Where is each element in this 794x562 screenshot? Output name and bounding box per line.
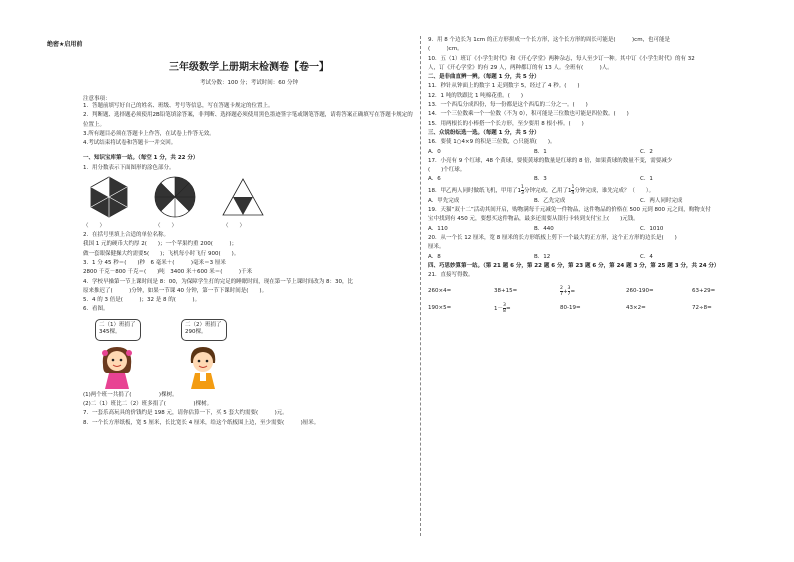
question-17-line-2: ( )个红球。 xyxy=(428,167,466,174)
calc-item: 260-190= xyxy=(626,288,654,295)
denominator: 8 xyxy=(503,309,506,315)
question-10-line-1: 10．五（1）班订《小学生时代》和《开心学堂》两种杂志，每人至少订一种。其中订《小学生时代》的有 32 xyxy=(428,55,695,62)
left-column xyxy=(83,36,415,428)
section-1-heading: 一、知识宝库第一站。（每空 1 分，共 22 分） xyxy=(83,155,199,162)
question-8: 8．一个长方形纸板，宽 5 厘米，长比宽长 4 厘米，给这个纸板围上边，至少需要( )厘米。 xyxy=(83,419,320,426)
denominator: 7 xyxy=(567,292,571,298)
calc-item: 72÷8= xyxy=(692,305,712,312)
question-9-line-1: 9．用 8 个边长为 1cm 的正方形拼成一个长方形，这个长方形的周长可能是( )cm，也可能是 xyxy=(428,37,671,43)
question-7: 7．一套乐高玩具的价钱约是 198 元，请你估算一下，买 5 套大约需要( )元。 xyxy=(83,410,288,417)
fraction xyxy=(568,286,571,297)
option-b[interactable]: B．1 xyxy=(534,148,547,155)
option-a[interactable]: A．110 xyxy=(428,225,448,232)
question-20-line-2: 厘米。 xyxy=(428,244,445,251)
question-18 xyxy=(428,185,764,197)
notes-heading: 注意事项： xyxy=(83,96,111,102)
note-1: 1．答题前填写好自己的姓名、班级、考号等信息，写在答题卡规定的位置上。 xyxy=(83,103,274,109)
question-11: 11．秒针从钟面上的数字 1 走到数字 5，经过了 4 秒。( ) xyxy=(428,83,580,90)
question-18-options xyxy=(428,197,764,206)
question-13: 13．一个西瓜分成四份，每一份都是这个西瓜的二分之一。( ) xyxy=(428,102,588,109)
option-c[interactable]: C．2 xyxy=(640,148,653,155)
fraction xyxy=(503,303,506,314)
denominator: 3 xyxy=(521,190,524,196)
question-12: 12．1 吨的铁跟比 1 吨棉花重。( ) xyxy=(428,92,524,99)
confidential-seal: 绝密★启用前 xyxy=(47,41,83,48)
section-2-heading: 二、是非曲直辨一辨。（每题 1 分，共 5 分） xyxy=(428,74,540,81)
question-1: 1．用分数表示下面图形的涂色部分。 xyxy=(83,164,175,171)
question-17-options xyxy=(428,175,764,184)
circle-figure xyxy=(153,175,197,219)
question-6: 6．看图。 xyxy=(83,306,109,313)
option-b[interactable]: B．12 xyxy=(534,253,551,260)
note-3: 3.所有题目必须在答题卡上作答，在试卷上作答无效。 xyxy=(83,130,215,137)
question-2-line-2: 做一套眼保健操大约需要5( )；飞机每小时飞行 900( )。 xyxy=(83,250,240,257)
right-column xyxy=(428,36,764,314)
option-c[interactable]: C．1010 xyxy=(640,225,664,232)
question-16-options xyxy=(428,148,764,157)
question-3-line-2: 2800 千克－800 千克＝( )吨 3400 米＋600 米＝( )千米 xyxy=(83,269,253,276)
exam-info: 考试分数：100 分；考试时间：60 分钟 xyxy=(200,80,298,86)
question-21: 21．直接写得数。 xyxy=(428,272,474,279)
option-a[interactable]: A．甲先完成 xyxy=(428,197,460,204)
question-18-text-c: 分钟完成，谁先完成？（ ）。 xyxy=(574,187,655,194)
calc-item: 260×4= xyxy=(428,288,452,295)
question-18-text-b: 分钟完成，乙用了1 xyxy=(523,187,572,194)
question-16: 16．要使 1○4×9 的积是三位数，○只能填( )。 xyxy=(428,139,556,146)
girl-icon xyxy=(97,343,137,389)
option-a[interactable]: A．6 xyxy=(428,176,441,183)
question-5: 5．4 的 3 倍是( )；32 是 8 的( )。 xyxy=(83,297,201,304)
answer-blank[interactable]: （ ） xyxy=(155,223,178,230)
numerator: 1 xyxy=(521,184,524,190)
question-19-options xyxy=(428,225,764,234)
numerator: 1 xyxy=(571,184,575,190)
denominator: 7 xyxy=(560,292,563,298)
triangle-figure xyxy=(221,175,265,219)
numerator: 3 xyxy=(503,303,506,309)
answer-blank[interactable]: （ ） xyxy=(223,223,246,230)
note-2: 2．判断题、选择题必须使用2B铅笔填涂答案，非判断、选择题必须使用黑色墨迹签字笔或钢笔答题，请将答案正确填写在答题卡规定的位置上。 xyxy=(83,112,413,128)
question-4-line-1: 4．学校早操第一节上课时间是 8：00，为保障学生打的完足的睡眠时间，现在第一节上课时间改为 8：30，比 xyxy=(83,278,353,285)
note-4: 4.考试结束将试卷和答题卡一并交回。 xyxy=(83,140,177,147)
question-18-text-a: 18．甲乙两人同时做纸飞机，甲用了1 xyxy=(428,187,521,194)
calc-item: 80-19= xyxy=(560,305,581,312)
calc-item-fraction-diff: 1－ $\frac{3}{8}$ = xyxy=(494,303,511,315)
calc-item: 63+29= xyxy=(692,288,716,295)
question-3: 3．1 分 45 秒＝( )秒 6 毫米＋( )毫米＝3 厘米 xyxy=(83,259,226,266)
option-b[interactable]: B．440 xyxy=(534,225,554,232)
question-9-line-2: ( )cm。 xyxy=(428,46,463,53)
calc-item: 43×2= xyxy=(626,305,646,312)
column-divider xyxy=(420,36,421,536)
tree-planting-illustration xyxy=(83,317,415,391)
hexagon-figure xyxy=(87,175,131,219)
denominator: 4 xyxy=(571,190,575,196)
question-17-line-1: 17．小亮有 9 个红球，48 个黄球，要使黄球的数量是红球的 8 倍，如果黄球的数量不变，需要减少 xyxy=(428,157,673,164)
question-1-blanks xyxy=(83,221,415,231)
option-c[interactable]: C．1 xyxy=(640,176,653,183)
question-4-line-2: 原来推迟了( )分钟，如果一节课 40 分钟，第一节下课时间是( )。 xyxy=(83,287,268,294)
question-19-line-2: 宝中找到有 450 元，要想买这件物品，最多还需要从银行卡转到支付宝上( )元钱。 xyxy=(428,216,639,223)
question-14: 14．一个三位数乘一个一位数（不为 0），积可能是三位数也可能是四位数。( ) xyxy=(428,111,629,118)
speech-bubble-class-1: 二（1）班捐了345棵。 xyxy=(95,319,141,341)
question-19-line-1: 19．天猫“双十二”活动其间开启，购物满每千元减免一件物品，这件物品的价格在 500 元到 800 元之间，购物支付 xyxy=(428,207,711,214)
section-4-heading: 四、巧思妙算第一站。（第 21 题 6 分，第 22 题 6 分，第 23 题 6 分，第 24 题 3 分，第 25 题 3 分，共 24 分） xyxy=(428,262,720,269)
section-3-heading: 三、众说纷纭选一选。（每题 1 分，共 5 分） xyxy=(428,129,540,136)
calc-row-1 xyxy=(428,286,764,297)
question-6-part-2: (2)二（1）班比二（2）班多捐了( )棵树。 xyxy=(83,401,213,408)
speech-bubble-class-2: 二（2）班捐了290棵。 xyxy=(181,319,227,341)
question-2-line-1: 我国 1 元的硬币大约厚 2( )；一个苹果约重 200( )； xyxy=(83,241,238,248)
calc-item: 38+15= xyxy=(494,288,518,295)
question-6-part-1: (1)两个班一共捐了( )棵树。 xyxy=(83,391,178,398)
option-c[interactable]: C．两人同时完成 xyxy=(640,197,683,204)
calc-row-2 xyxy=(428,303,764,314)
question-10-line-2: 人，订《开心学堂》的有 29 人，两种都订的有 13 人。全班有( )人。 xyxy=(428,64,613,71)
option-a[interactable]: A．8 xyxy=(428,253,441,260)
option-c[interactable]: C．4 xyxy=(640,253,653,260)
question-15: 15．用两根长的小棒搭一个长方形，至少要用 8 根小棒。( ) xyxy=(428,120,584,127)
option-b[interactable]: B．3 xyxy=(534,176,547,183)
fraction xyxy=(560,286,563,297)
option-a[interactable]: A．0 xyxy=(428,148,441,155)
answer-blank[interactable]: （ ） xyxy=(83,223,106,230)
calc-item: 190×5= xyxy=(428,305,452,312)
calc-item-fraction-sum: $\frac{2}{7}$ + $\frac{3}{7}$ = xyxy=(560,286,576,298)
fraction-figures xyxy=(83,175,415,221)
numerator: 2 xyxy=(560,286,563,292)
question-20-line-1: 20．从一个长 12 厘米，宽 8 厘米的长方形纸板上剪下一个最大的正方形，这个正方形的边长是( ) xyxy=(428,234,677,241)
option-b[interactable]: B．乙先完成 xyxy=(534,197,566,204)
page-title: 三年级数学上册期末检测卷【卷一】 xyxy=(169,62,329,73)
question-20-options xyxy=(428,253,764,262)
question-2: 2．在括号里填上合适的单位名称。 xyxy=(83,232,170,239)
numerator: 3 xyxy=(567,286,571,292)
boy-icon xyxy=(183,343,223,389)
